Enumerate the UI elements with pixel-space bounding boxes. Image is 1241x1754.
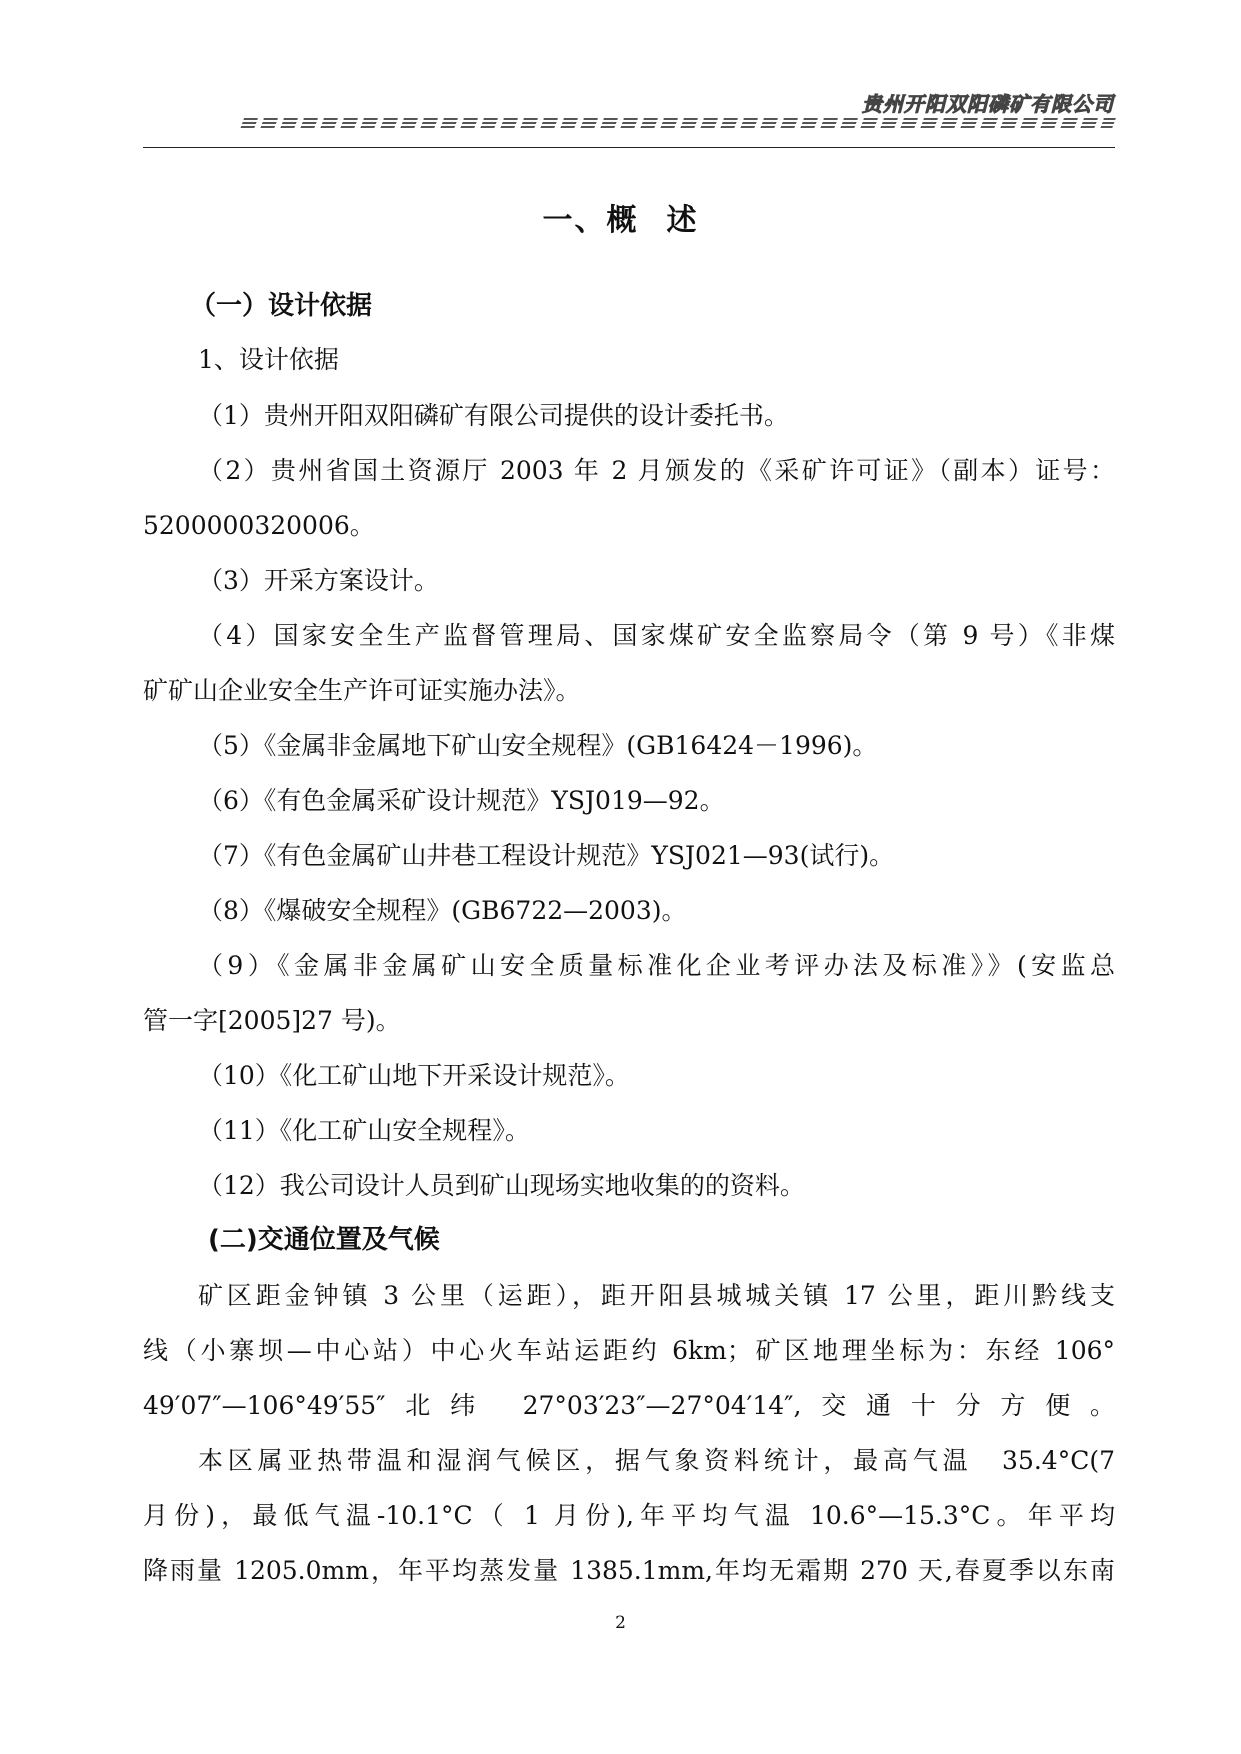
basis-item: （7）《有色金属矿山井巷工程设计规范》YSJ021—93(试行)。 bbox=[198, 841, 895, 870]
paragraph-line: 线（小寨坝—中心站）中心火车站运距约 6km；矿区地理坐标为：东经 106° bbox=[143, 1336, 1115, 1365]
basis-item: （9）《金属非金属矿山安全质量标准化企业考评办法及标准》》(安监总 bbox=[198, 951, 1115, 980]
basis-item: （8）《爆破安全规程》(GB6722—2003)。 bbox=[198, 896, 687, 925]
basis-item-continuation: 5200000320006。 bbox=[143, 511, 375, 540]
header-company-name: 贵州开阳双阳磷矿有限公司 bbox=[862, 92, 1114, 116]
title-part-2: 述 bbox=[666, 203, 699, 238]
basis-item: （1）贵州开阳双阳磷矿有限公司提供的设计委托书。 bbox=[198, 401, 789, 430]
section-2-heading: (二)交通位置及气候 bbox=[208, 1225, 440, 1255]
header-decorative-dashes bbox=[240, 118, 1116, 129]
title-part-1: 一、概 bbox=[542, 203, 639, 238]
basis-item: （2）贵州省国土资源厅 2003 年 2 月颁发的《采矿许可证》（副本）证号： bbox=[198, 456, 1115, 485]
basis-item: （5）《金属非金属地下矿山安全规程》(GB16424－1996)。 bbox=[198, 731, 878, 760]
basis-item: （3）开采方案设计。 bbox=[198, 566, 439, 595]
basis-item: （11）《化工矿山安全规程》。 bbox=[198, 1116, 530, 1145]
section-1-subheading: 1、设计依据 bbox=[198, 345, 339, 374]
paragraph-line: 矿区距金钟镇 3 公里（运距），距开阳县城城关镇 17 公里，距川黔线支 bbox=[198, 1281, 1115, 1310]
page-number: 2 bbox=[615, 1613, 626, 1633]
basis-item: （6）《有色金属采矿设计规范》YSJ019—92。 bbox=[198, 786, 725, 815]
section-1-heading: （一）设计依据 bbox=[190, 291, 373, 321]
paragraph-line: 本区属亚热带温和湿润气候区，据气象资料统计，最高气温 35.4°C(7 bbox=[198, 1446, 1115, 1475]
paragraph-line: 月份)，最低气温-10.1°C（ 1 月份),年平均气温 10.6°—15.3°C。年平均 bbox=[143, 1501, 1115, 1530]
basis-item: （12）我公司设计人员到矿山现场实地收集的的资料。 bbox=[198, 1171, 805, 1200]
paragraph-line: 49′07″—106°49′55″北纬 27°03′23″—27°04′14″,交通十分方便。 bbox=[143, 1391, 1115, 1420]
basis-item: （4）国家安全生产监督管理局、国家煤矿安全监察局令（第 9 号）《非煤 bbox=[198, 621, 1115, 650]
basis-item: （10）《化工矿山地下开采设计规范》。 bbox=[198, 1061, 630, 1090]
basis-item-continuation: 管一字[2005]27 号)。 bbox=[143, 1006, 401, 1035]
page-title bbox=[0, 195, 1241, 239]
paragraph-line: 降雨量 1205.0mm，年平均蒸发量 1385.1mm,年均无霜期 270 天,春夏季以东南 bbox=[143, 1556, 1115, 1585]
header-rule bbox=[143, 147, 1115, 148]
basis-item-continuation: 矿矿山企业安全生产许可证实施办法》。 bbox=[143, 676, 581, 705]
